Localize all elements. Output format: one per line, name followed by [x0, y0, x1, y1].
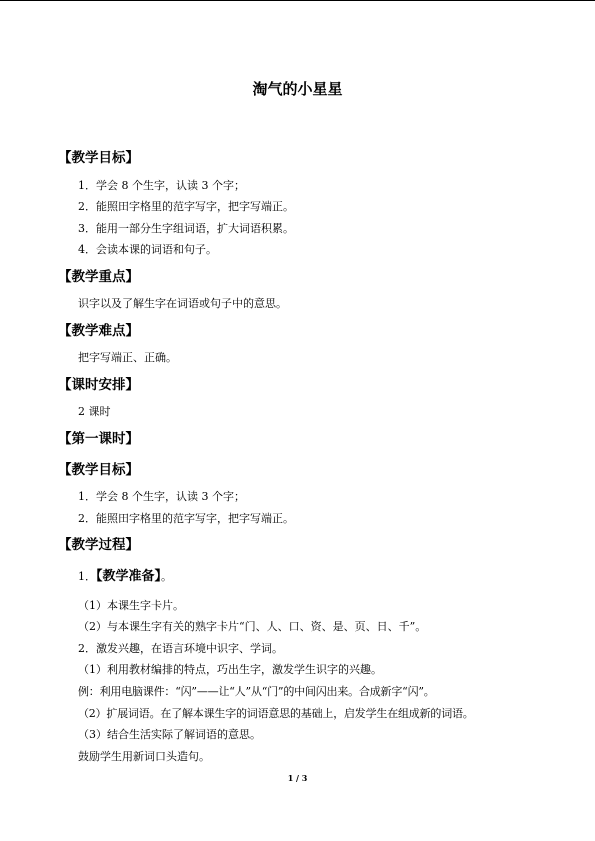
schedule-text: 2 课时 — [78, 405, 111, 418]
goal-item: 3．能用一部分生字组词语，扩大词语积累。 — [78, 222, 294, 235]
section-heading-first-lesson: 【第一课时】 — [58, 431, 139, 447]
process-line: （2）扩展词语。在了解本课生字的词语意思的基础上，启发学生在组成新的词语。 — [78, 707, 474, 720]
process-line: 2．激发兴趣，在语言环境中识字、学词。 — [78, 642, 283, 655]
section-heading-process: 【教学过程】 — [58, 537, 139, 553]
page-number: 1 / 3 — [287, 773, 308, 783]
section-heading-key-points: 【教学重点】 — [58, 269, 139, 285]
subheading-number: 1． — [78, 570, 96, 583]
subheading-end: 。 — [161, 570, 173, 583]
goal-item: 1．学会 8 个生字，认读 3 个字； — [78, 490, 245, 503]
goal-item: 4．会读本课的词语和句子。 — [78, 243, 217, 256]
goal-item: 1．学会 8 个生字，认读 3 个字； — [78, 179, 245, 192]
section-heading-difficulties: 【教学难点】 — [58, 323, 139, 339]
section-heading-teaching-goals: 【教学目标】 — [58, 150, 139, 166]
section-heading-schedule: 【课时安排】 — [58, 377, 139, 393]
subheading-preparation — [78, 565, 172, 584]
section-heading-teaching-goals-2: 【教学目标】 — [58, 462, 139, 478]
page-top-border — [0, 0, 595, 1]
process-line: （2）与本课生字有关的熟字卡片“门、人、口、资、是、页、日、千”。 — [78, 620, 427, 633]
goal-item: 2．能照田字格里的范字写字，把字写端正。 — [78, 200, 294, 213]
process-line: （1）本课生字卡片。 — [78, 599, 184, 612]
page-title: 淘气的小星星 — [252, 80, 343, 98]
process-line: 鼓励学生用新词口头造句。 — [78, 750, 210, 763]
process-line: （3）结合生活实际了解词语的意思。 — [78, 728, 261, 741]
goal-item: 2．能照田字格里的范字写字，把字写端正。 — [78, 512, 294, 525]
process-line: 例：利用电脑课件：“闪”——让“人”从“门”的中间闪出来。合成新字“闪”。 — [78, 685, 435, 698]
difficulties-text: 把字写端正、正确。 — [78, 351, 177, 364]
key-points-text: 识字以及了解生字在词语或句子中的意思。 — [78, 297, 287, 310]
subheading-label: 【教学准备】 — [96, 569, 162, 584]
process-line: （1）利用教材编排的特点，巧出生字，激发学生识字的兴趣。 — [78, 663, 382, 676]
